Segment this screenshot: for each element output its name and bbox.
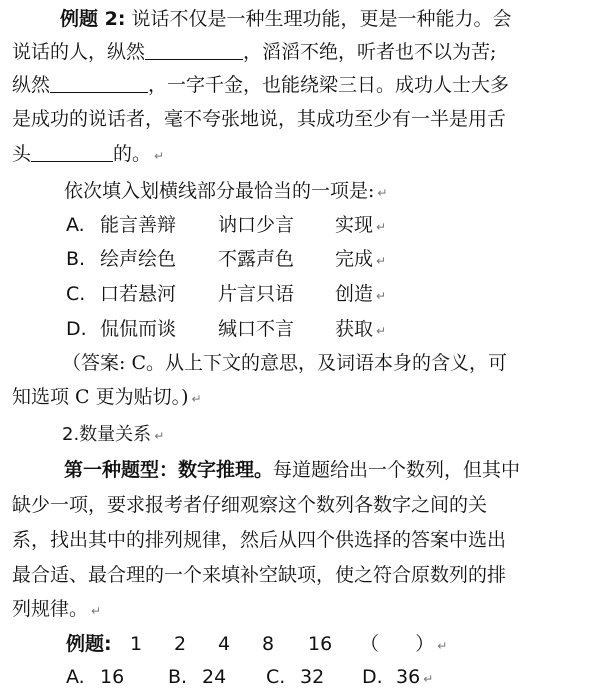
example2-line xyxy=(66,633,447,657)
option-value: 36 xyxy=(396,666,421,688)
option-value: 16 xyxy=(100,666,125,688)
option-word2: 讷口少言 xyxy=(218,214,295,236)
paragraph-mark: ↵ xyxy=(376,289,387,303)
option-word3: 实现 xyxy=(335,214,374,236)
option-letter: D. xyxy=(362,666,383,688)
para-text: 列规律。 xyxy=(12,598,89,620)
example1-line1 xyxy=(60,8,512,30)
para-text: 每道题给出一个数列，但其中 xyxy=(273,459,521,481)
option-word2: 不露声色 xyxy=(218,248,295,270)
paragraph-mark: ↵ xyxy=(423,672,434,686)
fill-blank xyxy=(145,41,243,60)
fill-blank xyxy=(50,74,148,93)
section-para-line1 xyxy=(64,459,520,481)
section-para-line5 xyxy=(12,598,101,622)
section-heading xyxy=(62,424,164,447)
option-word3: 创造 xyxy=(335,283,374,305)
option-letter: D. xyxy=(66,318,87,340)
example1-line5 xyxy=(12,143,164,167)
example2-options xyxy=(66,666,433,690)
sequence-item: 16 xyxy=(308,633,333,655)
example1-line3 xyxy=(12,74,509,96)
text-fragment: 说话的人，纵然 xyxy=(12,41,146,63)
paragraph-mark: ↵ xyxy=(91,604,102,618)
paragraph-mark: ↵ xyxy=(191,392,202,406)
option-word2: 缄口不言 xyxy=(218,318,295,340)
option-letter: A. xyxy=(66,214,85,236)
paragraph-mark: ↵ xyxy=(377,186,388,200)
option-c xyxy=(66,283,386,307)
example1-line2 xyxy=(12,41,496,63)
text-fragment: ，滔滔不绝，听者也不以为苦; xyxy=(243,41,497,63)
paragraph-mark: ↵ xyxy=(154,429,165,443)
option-word3: 完成 xyxy=(335,248,374,270)
question-text: 依次填入划横线部分最恰当的一项是: xyxy=(64,180,375,202)
section-heading-text: 2.数量关系 xyxy=(62,424,152,445)
answer-text: 知选项 C 更为贴切。) xyxy=(12,386,189,408)
option-d xyxy=(66,318,386,342)
sequence-item: 2 xyxy=(174,633,187,655)
option-letter: C. xyxy=(266,666,286,688)
text-fragment: 的。 xyxy=(113,143,152,165)
section-para-line4: 最合适、最合理的一个来填补空缺项，使之符合原数列的排 xyxy=(12,564,507,586)
option-value: 24 xyxy=(202,666,227,688)
text-fragment: ，一字千金，也能绕梁三日。成功人士大多 xyxy=(148,74,510,96)
type-label: 第一种题型：数字推理。 xyxy=(64,459,274,481)
answer-line1: （答案: C。从上下文的意思，及词语本身的含义，可 xyxy=(62,352,507,374)
option-word1: 侃侃而谈 xyxy=(100,318,177,340)
option-letter: B. xyxy=(66,248,86,270)
example1-line4: 是成功的说话者，毫不夸张地说，其成功至少有一半是用舌 xyxy=(12,108,507,130)
option-word2: 片言只语 xyxy=(218,283,295,305)
text-fragment: 纵然 xyxy=(12,74,51,96)
sequence-item: 4 xyxy=(218,633,231,655)
option-value: 32 xyxy=(300,666,325,688)
option-word1: 口若悬河 xyxy=(100,283,177,305)
example1-text: 说话不仅是一种生理功能，更是一种能力。会 xyxy=(131,8,512,30)
fill-blank xyxy=(31,143,113,162)
example1-question xyxy=(64,180,387,204)
sequence-blank: （ ） xyxy=(360,633,435,655)
option-word3: 获取 xyxy=(335,318,374,340)
answer-line2 xyxy=(12,386,202,410)
example2-label: 例题: xyxy=(66,633,112,655)
option-word1: 能言善辩 xyxy=(100,214,177,236)
paragraph-mark: ↵ xyxy=(154,149,165,163)
text-fragment: 头 xyxy=(12,143,32,165)
paragraph-mark: ↵ xyxy=(376,254,387,268)
paragraph-mark: ↵ xyxy=(376,220,387,234)
option-letter: C. xyxy=(66,283,86,305)
paragraph-mark: ↵ xyxy=(376,324,387,338)
sequence-item: 1 xyxy=(130,633,143,655)
example1-label: 例题 2: xyxy=(60,8,126,30)
option-letter: A. xyxy=(66,666,85,688)
option-b xyxy=(66,248,386,272)
sequence-item: 8 xyxy=(262,633,275,655)
paragraph-mark: ↵ xyxy=(437,639,448,653)
option-letter: B. xyxy=(168,666,188,688)
section-para-line2: 缺少一项，要求报考者仔细观察这个数列各数字之间的关 xyxy=(12,494,488,516)
option-word1: 绘声绘色 xyxy=(100,248,177,270)
option-a xyxy=(66,214,386,238)
section-para-line3: 系，找出其中的排列规律，然后从四个供选择的答案中选出 xyxy=(12,529,507,551)
